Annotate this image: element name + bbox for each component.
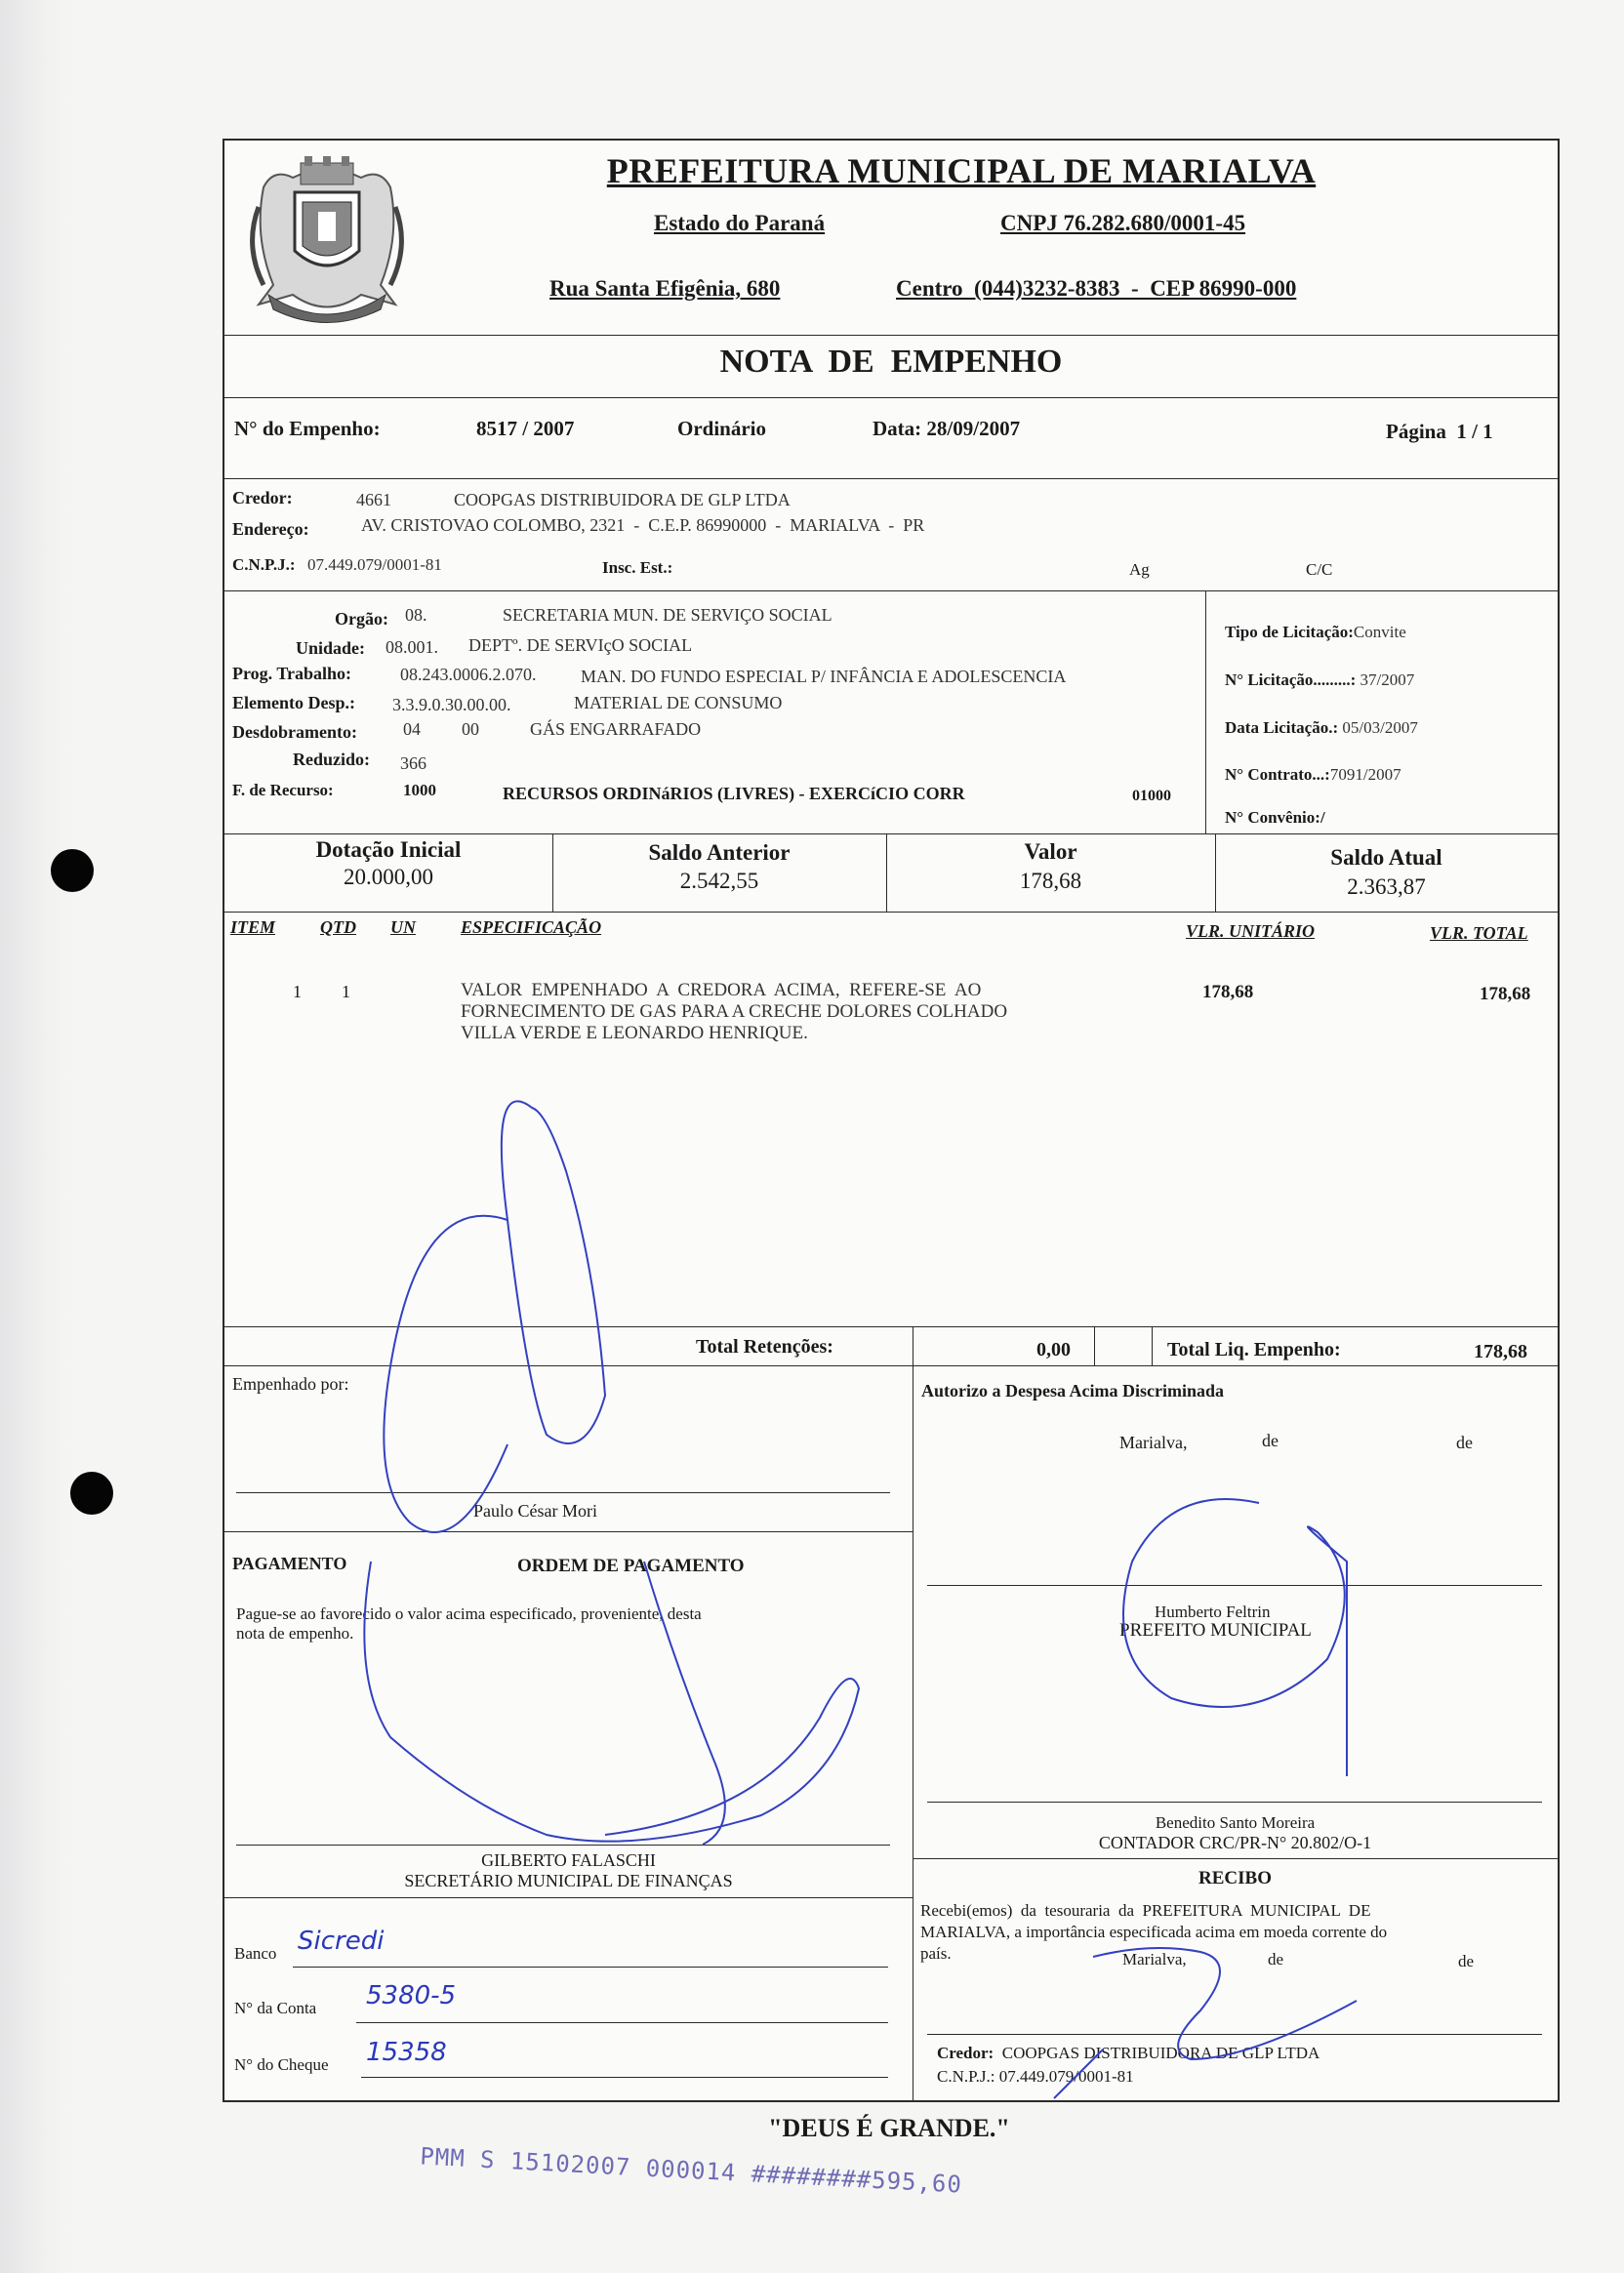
col-especificacao: ESPECIFICAÇÃO <box>461 917 602 937</box>
ordem-pagamento-label: ORDEM DE PAGAMENTO <box>517 1556 745 1576</box>
ag-label: Ag <box>1129 560 1150 579</box>
orgao-name: SECRETARIA MUN. DE SERVIÇO SOCIAL <box>503 605 832 625</box>
banco-value: Sicredi <box>298 1927 385 1956</box>
item-qtd: 1 <box>342 982 350 1001</box>
dotacao-label: Dotação Inicial <box>315 837 462 862</box>
desdobramento-b: 00 <box>462 719 479 739</box>
cnpj-label: C.N.P.J.: <box>232 555 296 574</box>
prefeitura-title: PREFEITURA MUNICIPAL DE MARIALVA <box>606 151 1317 190</box>
orgao-label: Orgão: <box>335 609 388 629</box>
licitacao-numero-value: 37/2007 <box>1360 670 1415 689</box>
recibo-credor-name: COOPGAS DISTRIBUIDORA DE GLP LTDA <box>1001 2044 1320 2062</box>
accountant-name: Benedito Santo Moreira <box>1155 1813 1316 1832</box>
recibo-credor <box>937 2044 1320 2063</box>
conta-label: N° da Conta <box>234 1999 317 2017</box>
state-name: Estado do Paraná <box>654 211 826 235</box>
total-retencoes-value: 0,00 <box>1036 1339 1071 1360</box>
recurso-code: 1000 <box>403 781 436 799</box>
unidade-name: DEPTº. DE SERVIçO SOCIAL <box>468 635 693 655</box>
mayor-title: PREFEITO MUNICIPAL <box>1119 1620 1312 1641</box>
licitacao-data <box>1225 718 1418 738</box>
secretario-name: GILBERTO FALASCHI <box>481 1850 656 1870</box>
col-valor-total: VLR. TOTAL <box>1430 923 1528 943</box>
licitacao-tipo-value: Convite <box>1353 623 1406 641</box>
recibo-text-line3: país. <box>920 1944 952 1963</box>
reduzido-label: Reduzido: <box>293 750 371 769</box>
recurso-name: RECURSOS ORDINáRIOS (LIVRES) - EXERCíCIO CORR <box>503 784 965 803</box>
autoriza-label: Autorizo a Despesa Acima Discriminada <box>921 1381 1224 1400</box>
desdobramento-name: GÁS ENGARRAFADO <box>530 719 702 739</box>
licitacao-numero-label: N° Licitação.........: <box>1225 670 1357 689</box>
saldo-anterior-value: 2.542,55 <box>679 869 759 893</box>
address-contact: Centro (044)3232-8383 - CEP 86990-000 <box>896 276 1297 301</box>
saldo-atual-label: Saldo Atual <box>1330 845 1442 870</box>
recibo-text-line2: MARIALVA, a importância especificada acima em moeda corrente do <box>920 1923 1388 1941</box>
empenho-number: 8517 / 2007 <box>476 417 575 440</box>
recibo-place: Marialva, <box>1122 1950 1187 1969</box>
accountant-title: CONTADOR CRC/PR-N° 20.802/O-1 <box>1098 1833 1372 1852</box>
pagamento-text-line1: Pague-se ao favorecido o valor acima especificado, proveniente, desta <box>236 1604 702 1623</box>
banco-label: Banco <box>234 1944 277 1963</box>
cc-label: C/C <box>1306 560 1333 579</box>
licitacao-numero <box>1225 670 1414 690</box>
conta-value: 5380-5 <box>366 1981 457 2010</box>
recibo-label: RECIBO <box>1198 1868 1272 1888</box>
total-retencoes-label: Total Retenções: <box>696 1336 833 1358</box>
licitacao-data-value: 05/03/2007 <box>1342 718 1418 737</box>
address-street: Rua Santa Efigênia, 680 <box>549 276 781 301</box>
recibo-text-line1: Recebi(emos) da tesouraria da PREFEITURA MUNICIPAL DE <box>920 1901 1371 1920</box>
autoriza-place: Marialva, <box>1119 1433 1188 1452</box>
recibo-de-1: de <box>1268 1950 1284 1969</box>
empenho-date: Data: 28/09/2007 <box>873 417 1021 440</box>
item-unit-value: 178,68 <box>1202 982 1254 1002</box>
licitacao-contrato <box>1225 765 1401 785</box>
empenho-label: N° do Empenho: <box>234 417 381 440</box>
col-item: ITEM <box>230 917 276 937</box>
prog-name: MAN. DO FUNDO ESPECIAL P/ INFÂNCIA E ADOLESCENCIA <box>581 667 1067 686</box>
motto: "DEUS É GRANDE." <box>768 2114 1010 2142</box>
unidade-label: Unidade: <box>296 638 366 658</box>
item-total-value: 178,68 <box>1480 984 1531 1004</box>
credor-name: COOPGAS DISTRIBUIDORA DE GLP LTDA <box>454 490 791 509</box>
col-valor-unitario: VLR. UNITÁRIO <box>1186 921 1316 941</box>
empenhado-por-label: Empenhado por: <box>232 1374 349 1394</box>
prog-code: 08.243.0006.2.070. <box>400 665 537 684</box>
coat-of-arms-icon <box>234 148 420 334</box>
recibo-de-2: de <box>1458 1952 1475 1970</box>
licitacao-contrato-value: 7091/2007 <box>1329 765 1401 784</box>
orgao-code: 08. <box>405 605 427 625</box>
mayor-name: Humberto Feltrin <box>1155 1603 1271 1621</box>
dotacao-value: 20.000,00 <box>344 865 433 889</box>
reduzido-value: 366 <box>400 753 426 773</box>
valor-label: Valor <box>1024 839 1077 864</box>
cnpj-header: CNPJ 76.282.680/0001-45 <box>1000 211 1246 235</box>
total-liquido-value: 178,68 <box>1474 1341 1527 1362</box>
licitacao-convenio: N° Convênio:/ <box>1225 808 1325 827</box>
item-desc-line2: FORNECIMENTO DE GAS PARA A CRECHE DOLORES COLHADO <box>461 1001 1008 1022</box>
payment-stamp: PMM S 15102007 000014 ########595,60 <box>419 2142 963 2199</box>
credor-address: AV. CRISTOVAO COLOMBO, 2321 - C.E.P. 86990000 - MARIALVA - PR <box>361 515 925 535</box>
scan-left-edge <box>0 0 68 2273</box>
autoriza-de-1: de <box>1262 1431 1279 1450</box>
cheque-label: N° do Cheque <box>234 2055 329 2074</box>
recibo-credor-cnpj: C.N.P.J.: 07.449.079/0001-81 <box>937 2067 1134 2086</box>
nota-de-empenho-form <box>223 139 1560 1655</box>
item-desc-line1: VALOR EMPENHADO A CREDORA ACIMA, REFERE-SE AO <box>461 980 982 1000</box>
recibo-credor-label: Credor: <box>937 2044 995 2062</box>
desdobramento-label: Desdobramento: <box>232 722 357 742</box>
binder-hole <box>70 1472 113 1515</box>
autoriza-de-2: de <box>1456 1433 1473 1452</box>
credor-cnpj: 07.449.079/0001-81 <box>307 555 442 574</box>
valor-value: 178,68 <box>1019 869 1082 893</box>
address-label: Endereço: <box>232 519 309 539</box>
licitacao-tipo <box>1225 623 1406 642</box>
document-title: NOTA DE EMPENHO <box>719 344 1063 380</box>
col-un: UN <box>390 917 416 937</box>
elemento-label: Elemento Desp.: <box>232 693 355 712</box>
item-desc-line3: VILLA VERDE E LEONARDO HENRIQUE. <box>461 1023 808 1043</box>
col-qtd: QTD <box>320 917 356 937</box>
credor-code: 4661 <box>356 490 391 509</box>
item-number: 1 <box>293 982 302 1001</box>
recurso-label: F. de Recurso: <box>232 781 334 799</box>
licitacao-contrato-label: N° Contrato...: <box>1225 765 1330 784</box>
binder-hole <box>51 849 94 892</box>
secretario-title: SECRETÁRIO MUNICIPAL DE FINANÇAS <box>404 1871 733 1890</box>
pagamento-text-line2: nota de empenho. <box>236 1624 354 1643</box>
total-liquido-label: Total Liq. Empenho: <box>1167 1339 1341 1360</box>
saldo-anterior-label: Saldo Anterior <box>648 840 791 865</box>
page-number: Página 1 / 1 <box>1386 420 1493 443</box>
empenho-type: Ordinário <box>677 417 767 440</box>
lower-frame <box>223 1651 1560 2102</box>
elemento-code: 3.3.9.0.30.00.00. <box>392 695 511 714</box>
cheque-value: 15358 <box>366 2038 447 2067</box>
credor-label: Credor: <box>232 488 293 507</box>
prog-label: Prog. Trabalho: <box>232 664 352 683</box>
elemento-name: MATERIAL DE CONSUMO <box>574 693 783 712</box>
pagamento-label: PAGAMENTO <box>232 1554 347 1573</box>
unidade-code: 08.001. <box>386 637 438 657</box>
empenhado-por-name: Paulo César Mori <box>473 1501 597 1521</box>
recurso-number: 01000 <box>1132 788 1171 804</box>
licitacao-data-label: Data Licitação.: <box>1225 718 1339 737</box>
saldo-atual-value: 2.363,87 <box>1347 874 1426 899</box>
desdobramento-a: 04 <box>403 719 421 739</box>
licitacao-tipo-label: Tipo de Licitação: <box>1225 623 1354 641</box>
insc-label: Insc. Est.: <box>602 558 673 577</box>
